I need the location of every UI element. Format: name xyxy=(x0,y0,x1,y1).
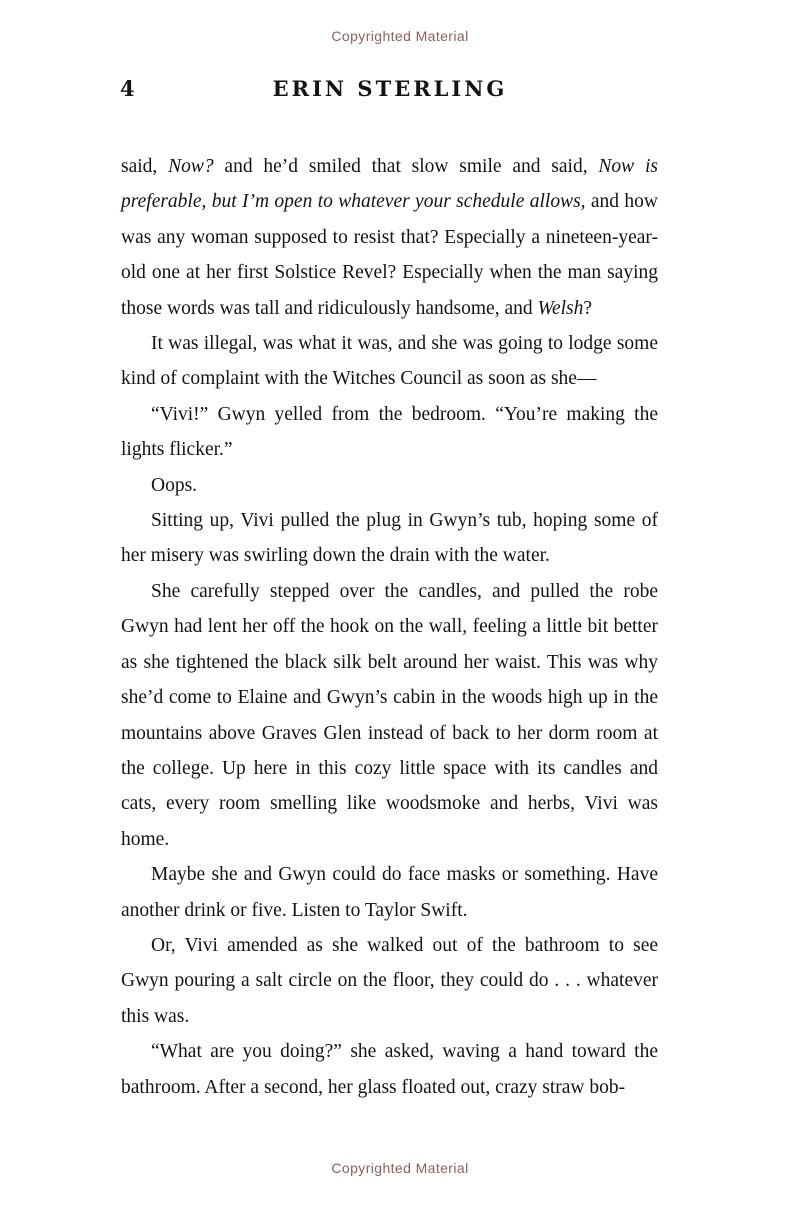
text-segment: and he’d smiled that slow smile and said, xyxy=(213,156,599,177)
paragraph xyxy=(121,503,658,574)
author-running-head: ERIN STERLING xyxy=(272,76,508,101)
text-segment-italic: Welsh xyxy=(537,297,584,319)
copyright-notice-bottom: Copyrighted Material xyxy=(331,1160,469,1176)
text-segment: Oops. xyxy=(151,474,198,496)
paragraph xyxy=(121,149,658,326)
body-text xyxy=(121,149,658,1105)
paragraph xyxy=(121,574,658,857)
text-segment: Maybe she and Gwyn could do face masks or something. Have another drink or five. Listen to Taylor Swift. xyxy=(121,864,658,921)
text-segment: Or, Vivi amended as she walked out of the bathroom to see Gwyn pouring a salt circle on the floor, they could do . . . whatever this was. xyxy=(121,934,658,1027)
text-segment: Sitting up, Vivi pulled the plug in Gwyn’s tub, hoping some of her misery was swirling down the drain with the water. xyxy=(121,510,658,567)
paragraph xyxy=(121,857,658,928)
copyright-notice-top: Copyrighted Material xyxy=(331,28,469,44)
text-segment: She carefully stepped over the candles, and pulled the robe Gwyn had lent her off the hook on the wall, feeling a little bit better as she tightened the black silk belt around her waist. This was why she’d come to Elaine and Gwyn’s cabin in the woods high up in the mountains above Graves Glen instead of back to her dorm room at the college. Up here in this cozy little space with its candles and cats, every room smelling like woodsmoke and herbs, Vivi was home. xyxy=(121,580,658,850)
paragraph xyxy=(121,326,658,397)
text-segment: “Vivi!” Gwyn yelled from the bedroom. “You’re making the lights flicker.” xyxy=(121,403,658,461)
paragraph xyxy=(121,397,658,468)
text-segment: “What are you doing?” she asked, waving a hand toward the bathroom. After a second, her glass floated out, crazy straw bob- xyxy=(121,1041,658,1098)
text-segment-italic: Now is preferable, but I’m open to whatever your schedule allows, xyxy=(121,156,658,213)
running-head xyxy=(120,76,660,106)
text-segment: ? xyxy=(583,297,593,319)
paragraph xyxy=(121,1034,658,1105)
text-segment-italic: Now? xyxy=(168,156,214,177)
paragraph xyxy=(121,468,658,503)
paragraph xyxy=(121,928,658,1034)
text-segment: said, xyxy=(121,156,169,177)
page-number: 4 xyxy=(120,76,135,101)
text-segment: It was illegal, was what it was, and she was going to lodge some kind of complaint with the Witches Council as soon as she— xyxy=(121,333,658,390)
text-segment: and how was any woman supposed to resist that? Especially a nineteen-year-old one at her first Solstice Revel? Especially when the man saying those words was tall and ridiculously handsome, and xyxy=(121,191,658,319)
